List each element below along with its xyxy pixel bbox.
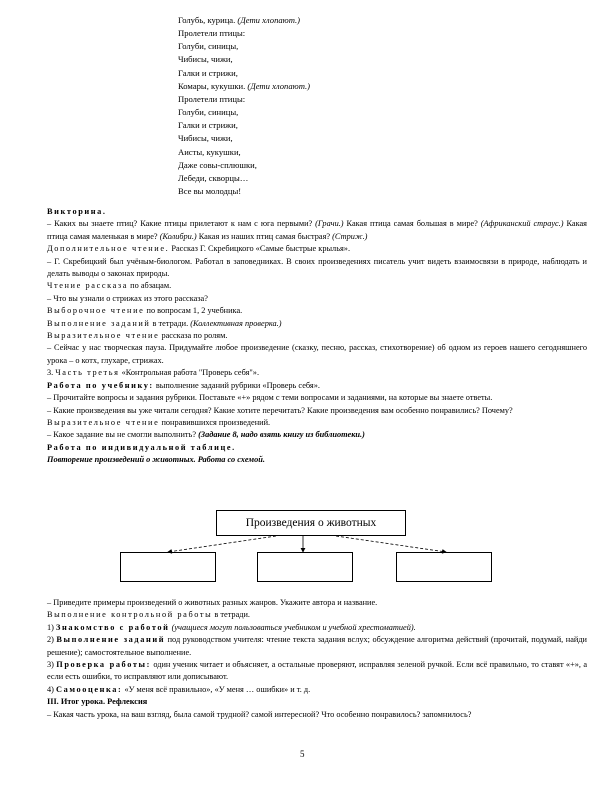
- tasks-heading: Выполнение заданий: [47, 318, 151, 328]
- failed-task: – Какое задание вы не смогли выполнить? (Задание 8, надо взять книгу из библиотеки.): [47, 430, 365, 440]
- reading-heading: Чтение рассказа: [47, 281, 129, 291]
- poem-line: Чибисы, чижи,: [178, 133, 233, 144]
- poem-line: Голубь, курица. (Дети хлопают.): [178, 15, 301, 25]
- poem-line: Все вы молодцы!: [178, 186, 242, 197]
- step-1: 1) Знакомство с работой (учащиеся могут пользоваться учебником и учебной хрестоматией).: [47, 622, 416, 632]
- expressive-reading: Выразительное чтение рассказа по ролям.: [47, 331, 228, 341]
- lesson-text: [47, 206, 587, 467]
- arrow-right: [336, 536, 446, 552]
- individual-table: [47, 442, 587, 454]
- expressive-reading-2: Выразительное чтение понравившихся произведений.: [47, 417, 271, 427]
- individual-heading: Работа по индивидуальной таблице.: [47, 442, 236, 452]
- control-heading: Выполнение контрольной работы: [47, 610, 213, 620]
- arrow-left: [168, 536, 276, 552]
- extra-reading-heading: Дополнительное чтение.: [47, 244, 170, 254]
- step-2: 2) Выполнение заданий под руководством учителя: чтение текста задания вслух; обсуждение алгоритма действий (прочитай, подумай, найди решение); самостоятельное выполнение.: [47, 635, 587, 657]
- extra-reading: Дополнительное чтение. Рассказ Г. Скребицкого «Самые быстрые крылья».: [47, 244, 351, 254]
- poem-line: Пролетели птицы:: [178, 28, 246, 39]
- part-three-heading: Часть третья: [55, 368, 120, 378]
- read-questions: – Прочитайте вопросы и задания рубрики. Поставьте «+» рядом с теми вопросами и заданиями, на которые вы знаете ответы.: [47, 393, 493, 403]
- quiz-questions: – Каких вы знаете птиц? Какие птицы прилетают к нам с юга первыми? (Грачи.) Какая птица самая большая в мире? (Африканский страус.) Какая птица самая маленькая в мире? (Колибри.) Какая из наших птиц самая быстрая? (Стриж.): [47, 219, 587, 241]
- poem-line: Комары, кукушки. (Дети хлопают.): [178, 80, 311, 91]
- lesson-text-2: [47, 597, 587, 721]
- poem-line: Пролетели птицы:: [178, 93, 246, 104]
- step-3: 3) Проверка работы: один ученик читает и объясняет, а остальные проверяют, исправляя зеленой ручкой. Если всё правильно, то ставят «+», а если есть ошибки, то исправляют или дописывают.: [47, 660, 588, 682]
- creative-pause: – Сейчас у нас творческая пауза. Придумайте любое произведение (сказку, песню, рассказ, стихотворение) об одном из героев нашего сегодняшнего урока – о котх, глухаре, стрижах.: [47, 343, 587, 365]
- poem-line: Аисты, кукушки,: [178, 146, 241, 157]
- page-number: 5: [300, 749, 305, 759]
- textbook-work: Работа по учебнику: выполнение заданий рубрики «Проверь себя».: [47, 380, 320, 390]
- poem-line: Голуби, синицы,: [178, 107, 239, 118]
- final-question: – Какая часть урока, на ваш взгляд, была самой трудной? самой интересной? Что особенно понравилось? запомнилось?: [47, 709, 472, 719]
- control-work: Выполнение контрольной работы в тетради.: [47, 610, 250, 620]
- poem-line: Галки и стрижи,: [178, 120, 238, 131]
- diagram-box-right: [396, 552, 492, 582]
- repeat-line: Повторение произведений о животных. Работа со схемой.: [47, 455, 265, 465]
- part-three: 3. Часть третья «Контрольная работа "Проверь себя"».: [47, 368, 260, 378]
- selective-reading: Выборочное чтение по вопросам 1, 2 учебника.: [47, 306, 243, 316]
- expressive-heading: Выразительное чтение: [47, 331, 160, 341]
- poem-block: [178, 14, 478, 198]
- diagram-title: Произведения о животных: [216, 510, 406, 536]
- expressive-heading-2: Выразительное чтение: [47, 417, 160, 427]
- poem-line: Голуби, синицы,: [178, 41, 239, 52]
- tasks-paragraph: Выполнение заданий в тетради. (Коллективная проверка.): [47, 318, 282, 328]
- poem-line: Лебеди, скворцы…: [178, 172, 249, 183]
- learned-question: – Что вы узнали о стрижах из этого рассказа?: [47, 293, 208, 303]
- reading-paragraph: Чтение рассказа по абзацам.: [47, 281, 172, 291]
- diagram-box-center: [257, 552, 353, 582]
- summary-heading: III. Итог урока. Рефлексия: [47, 697, 148, 707]
- quiz-heading: Викторина.: [47, 207, 107, 216]
- poem-line: Галки и стрижи,: [178, 67, 238, 78]
- selective-heading: Выборочное чтение: [47, 306, 145, 316]
- quiz-paragraph: [47, 206, 587, 218]
- diagram-box-left: [120, 552, 216, 582]
- step-4: 4) Самооценка: «У меня всё правильно», «У меня … ошибки» и т. д.: [47, 684, 311, 694]
- poem-line: Даже совы-сплюшки,: [178, 159, 257, 170]
- examples-line: – Приведите примеры произведений о животных разных жанров. Укажите автора и название.: [47, 598, 378, 607]
- author-bio: – Г. Скребицкий был учёным-биологом. Работал в заповедниках. В своих произведениях писатель учит видеть взаимосвязи в природе, наблюдать и делать выводы о законах природы.: [47, 256, 587, 279]
- liked-questions: – Какие произведения вы уже читали сегодня? Какие хотите перечитать? Какие произведения вам особенно понравились? Почему?: [47, 405, 513, 415]
- poem-line: Чибисы, чижи,: [178, 54, 233, 65]
- animals-diagram: [116, 510, 496, 594]
- textbook-heading: Работа по учебнику:: [47, 380, 154, 390]
